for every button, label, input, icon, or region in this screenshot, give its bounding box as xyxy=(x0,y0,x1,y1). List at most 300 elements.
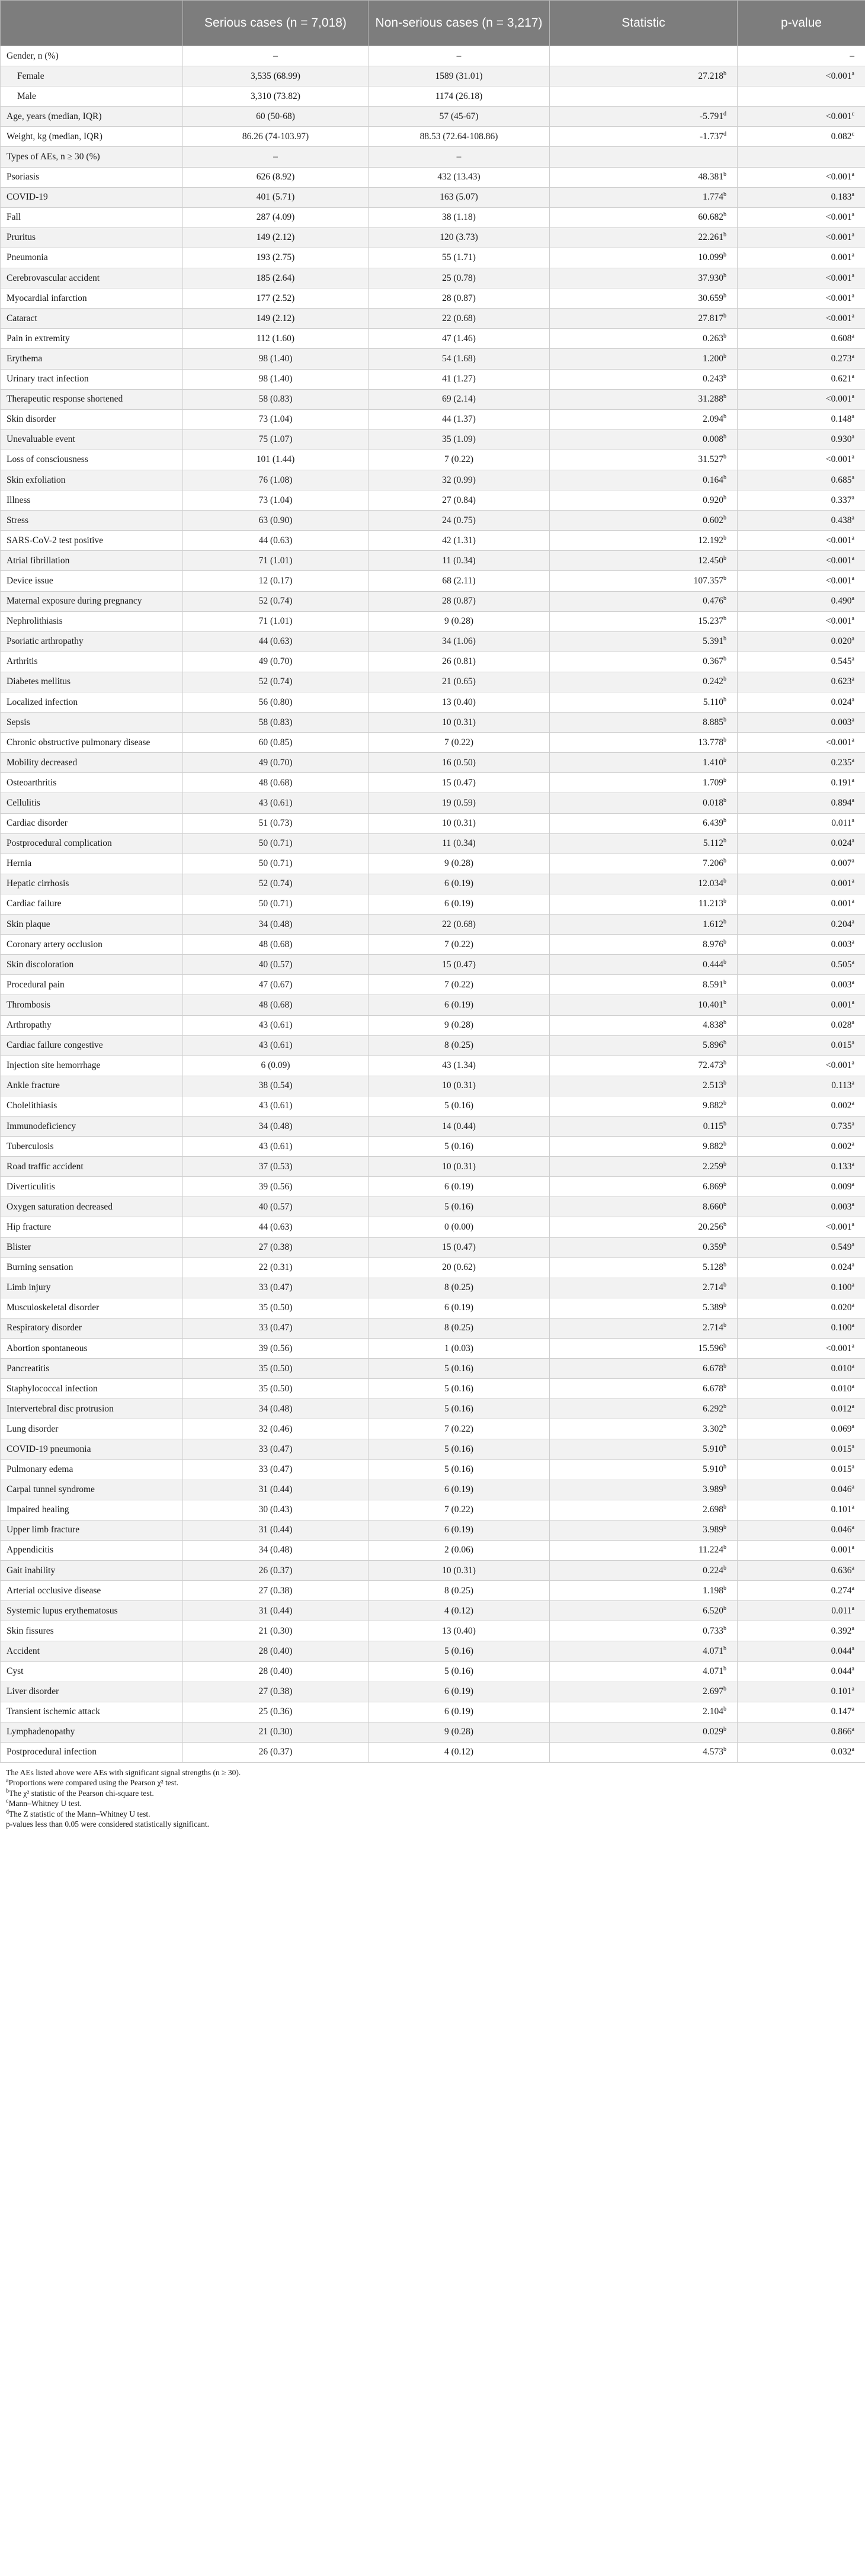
statistic-footnote-marker: b xyxy=(723,352,726,360)
statistic-footnote-marker: b xyxy=(723,1564,726,1571)
statistic-footnote-marker: b xyxy=(723,494,726,501)
p-value: 0.490 xyxy=(831,596,852,607)
table-row xyxy=(1,733,865,753)
statistic-value: 0.243 xyxy=(703,374,723,384)
statistic-cell xyxy=(550,1237,738,1257)
statistic-footnote-marker: b xyxy=(723,1665,726,1672)
statistic-footnote-marker: b xyxy=(723,393,726,400)
row-label: Coronary artery occlusion xyxy=(1,935,183,955)
p-value-footnote-marker: a xyxy=(851,1282,854,1289)
statistic-footnote-marker: b xyxy=(723,171,726,178)
statistic-cell xyxy=(550,66,738,86)
row-label: Osteoarthritis xyxy=(1,773,183,793)
statistic-value: 0.367 xyxy=(703,656,723,667)
table-row xyxy=(1,854,865,874)
statistic-footnote-marker: b xyxy=(723,696,726,703)
p-value-cell xyxy=(738,268,865,288)
p-value: 0.392 xyxy=(831,1625,852,1636)
p-value-cell xyxy=(738,1419,865,1439)
serious-cases-cell: 101 (1.44) xyxy=(183,450,369,470)
p-value-footnote-marker: a xyxy=(851,595,854,602)
p-value-cell xyxy=(738,975,865,995)
row-label: Types of AEs, n ≥ 30 (%) xyxy=(1,147,183,167)
statistic-footnote-marker: b xyxy=(723,434,726,441)
row-label: Pneumonia xyxy=(1,248,183,268)
serious-cases-cell: 49 (0.70) xyxy=(183,753,369,773)
serious-cases-cell: 25 (0.36) xyxy=(183,1702,369,1722)
p-value: 0.001 xyxy=(831,899,852,909)
p-value-footnote-marker: a xyxy=(851,1100,854,1107)
statistic-cell xyxy=(550,935,738,955)
table-row xyxy=(1,309,865,329)
p-value: 0.100 xyxy=(831,1323,852,1333)
p-value-cell xyxy=(738,1540,865,1560)
table-row xyxy=(1,1339,865,1359)
statistic-footnote-marker: b xyxy=(723,656,726,663)
statistic-value: 10.099 xyxy=(698,252,723,263)
row-label: Skin plaque xyxy=(1,915,183,935)
statistic-footnote-marker: b xyxy=(723,191,726,198)
p-value: 0.001 xyxy=(831,1545,852,1555)
p-value: <0.001 xyxy=(825,1343,852,1353)
p-value: 0.003 xyxy=(831,717,852,727)
non-serious-cases-cell: 6 (0.19) xyxy=(369,1177,550,1197)
p-value-footnote-marker: a xyxy=(851,716,854,723)
p-value-cell xyxy=(738,409,865,429)
p-value-footnote-marker: a xyxy=(851,393,854,400)
non-serious-cases-cell: 5 (0.16) xyxy=(369,1661,550,1682)
non-serious-cases-cell: 5 (0.16) xyxy=(369,1096,550,1116)
statistic-value: 0.224 xyxy=(703,1565,723,1576)
non-serious-cases-cell: 11 (0.34) xyxy=(369,833,550,854)
non-serious-cases-cell: 10 (0.31) xyxy=(369,813,550,833)
row-label: Upper limb fracture xyxy=(1,1520,183,1540)
serious-cases-cell: 27 (0.38) xyxy=(183,1682,369,1702)
table-row xyxy=(1,167,865,187)
p-value-cell xyxy=(738,1641,865,1661)
footnote-text: The AEs listed above were AEs with significant signal strengths (n ≥ 30). xyxy=(6,1767,241,1777)
footnote xyxy=(6,1798,859,1809)
row-label: Transient ischemic attack xyxy=(1,1702,183,1722)
serious-cases-cell: 34 (0.48) xyxy=(183,1399,369,1419)
p-value-cell xyxy=(738,1379,865,1399)
non-serious-cases-cell: 9 (0.28) xyxy=(369,1722,550,1742)
statistic-cell xyxy=(550,1399,738,1419)
p-value-cell xyxy=(738,1116,865,1136)
p-value: 0.608 xyxy=(831,333,852,344)
p-value: <0.001 xyxy=(825,394,852,405)
row-label: Atrial fibrillation xyxy=(1,551,183,571)
p-value-footnote-marker: a xyxy=(851,797,854,804)
row-label: Thrombosis xyxy=(1,995,183,1015)
p-value: 0.101 xyxy=(831,1504,852,1515)
p-value-cell xyxy=(738,1076,865,1096)
statistic-value: 9.882 xyxy=(703,1141,723,1151)
statistic-cell xyxy=(550,975,738,995)
row-label: Nephrolithiasis xyxy=(1,611,183,631)
p-value-footnote-marker: a xyxy=(851,1403,854,1410)
row-label: Cerebrovascular accident xyxy=(1,268,183,288)
statistic-value: 12.034 xyxy=(698,878,723,889)
statistic-footnote-marker: b xyxy=(723,1463,726,1470)
serious-cases-cell: 33 (0.47) xyxy=(183,1439,369,1459)
row-label: Unevaluable event xyxy=(1,429,183,450)
statistic-cell xyxy=(550,107,738,127)
p-value: 0.001 xyxy=(831,252,852,263)
statistic-cell xyxy=(550,551,738,571)
table-row xyxy=(1,1237,865,1257)
p-value-cell xyxy=(738,1035,865,1056)
statistic-footnote-marker: b xyxy=(723,292,726,299)
p-value: 0.101 xyxy=(831,1686,852,1697)
p-value-cell xyxy=(738,329,865,349)
row-label: Illness xyxy=(1,490,183,511)
row-label: Systemic lupus erythematosus xyxy=(1,1601,183,1621)
p-value-cell xyxy=(738,1480,865,1500)
statistic-footnote-marker: b xyxy=(723,252,726,259)
serious-cases-cell: 39 (0.56) xyxy=(183,1339,369,1359)
non-serious-cases-cell: 8 (0.25) xyxy=(369,1581,550,1601)
statistic-cell xyxy=(550,450,738,470)
row-label: Cellulitis xyxy=(1,793,183,813)
p-value: 0.003 xyxy=(831,1201,852,1212)
non-serious-cases-cell: 69 (2.14) xyxy=(369,389,550,409)
serious-cases-cell: 40 (0.57) xyxy=(183,955,369,975)
row-label: Skin discoloration xyxy=(1,955,183,975)
statistic-footnote-marker: b xyxy=(723,272,726,279)
p-value: 0.015 xyxy=(831,1444,852,1455)
statistic-value: 0.008 xyxy=(703,434,723,445)
serious-cases-cell: 73 (1.04) xyxy=(183,490,369,511)
serious-cases-cell: 47 (0.67) xyxy=(183,975,369,995)
serious-cases-cell: 38 (0.54) xyxy=(183,1076,369,1096)
non-serious-cases-cell: – xyxy=(369,147,550,167)
footnote xyxy=(6,1788,859,1799)
row-label: Lung disorder xyxy=(1,1419,183,1439)
p-value: 0.032 xyxy=(831,1747,852,1757)
row-label: Appendicitis xyxy=(1,1540,183,1560)
p-value-footnote-marker: c xyxy=(851,130,854,137)
row-label: Arthritis xyxy=(1,652,183,672)
p-value-cell xyxy=(738,187,865,207)
statistic-footnote-marker: b xyxy=(723,454,726,461)
statistic-value: 4.071 xyxy=(703,1645,723,1656)
non-serious-cases-cell: 68 (2.11) xyxy=(369,571,550,591)
p-value: 0.003 xyxy=(831,979,852,990)
serious-cases-cell: 3,535 (68.99) xyxy=(183,66,369,86)
non-serious-cases-cell: 38 (1.18) xyxy=(369,207,550,227)
non-serious-cases-cell: 4 (0.12) xyxy=(369,1742,550,1762)
p-value-footnote-marker: a xyxy=(851,1362,854,1369)
p-value: 0.505 xyxy=(831,959,852,970)
statistic-value: 1.774 xyxy=(703,192,723,203)
statistic-cell xyxy=(550,1076,738,1096)
serious-cases-cell: 149 (2.12) xyxy=(183,227,369,248)
p-value: 0.549 xyxy=(831,1242,852,1253)
table-body xyxy=(1,46,865,1763)
table-row xyxy=(1,571,865,591)
serious-cases-cell: 43 (0.61) xyxy=(183,793,369,813)
row-label: Liver disorder xyxy=(1,1682,183,1702)
p-value-cell xyxy=(738,1015,865,1035)
p-value-cell xyxy=(738,107,865,127)
p-value-cell xyxy=(738,1661,865,1682)
serious-cases-cell: 193 (2.75) xyxy=(183,248,369,268)
statistic-value: 0.920 xyxy=(703,495,723,505)
statistic-cell xyxy=(550,1035,738,1056)
p-value-cell xyxy=(738,672,865,692)
statistic-footnote-marker: b xyxy=(723,1060,726,1067)
table-row xyxy=(1,409,865,429)
statistic-footnote-marker: b xyxy=(723,938,726,945)
serious-cases-cell: 21 (0.30) xyxy=(183,1722,369,1742)
non-serious-cases-cell: 54 (1.68) xyxy=(369,349,550,369)
table-row xyxy=(1,227,865,248)
p-value-footnote-marker: a xyxy=(851,1039,854,1046)
p-value-footnote-marker: a xyxy=(851,1605,854,1612)
non-serious-cases-cell: 6 (0.19) xyxy=(369,1702,550,1722)
p-value-cell xyxy=(738,1197,865,1217)
serious-cases-cell: 49 (0.70) xyxy=(183,652,369,672)
statistic-value: 2.714 xyxy=(703,1323,723,1333)
statistic-cell xyxy=(550,652,738,672)
p-value-cell xyxy=(738,309,865,329)
serious-cases-cell: – xyxy=(183,147,369,167)
table-row xyxy=(1,793,865,813)
table-row xyxy=(1,1621,865,1641)
p-value-cell xyxy=(738,1217,865,1237)
table-row xyxy=(1,652,865,672)
serious-cases-cell: 35 (0.50) xyxy=(183,1359,369,1379)
p-value-footnote-marker: a xyxy=(851,252,854,259)
statistic-footnote-marker: b xyxy=(723,1484,726,1491)
statistic-footnote-marker: b xyxy=(723,1584,726,1592)
statistic-cell xyxy=(550,1419,738,1439)
p-value: 0.235 xyxy=(831,757,852,768)
p-value-cell xyxy=(738,733,865,753)
table-row xyxy=(1,1257,865,1278)
table-row xyxy=(1,874,865,894)
non-serious-cases-cell: 2 (0.06) xyxy=(369,1540,550,1560)
serious-cases-cell: 48 (0.68) xyxy=(183,773,369,793)
p-value: 0.621 xyxy=(831,374,852,384)
statistic-cell xyxy=(550,227,738,248)
serious-cases-cell: 34 (0.48) xyxy=(183,1540,369,1560)
p-value-footnote-marker: a xyxy=(851,514,854,521)
statistic-footnote-marker: b xyxy=(723,312,726,319)
statistic-footnote-marker: b xyxy=(723,232,726,239)
p-value-cell xyxy=(738,167,865,187)
p-value-cell xyxy=(738,1096,865,1116)
statistic-cell xyxy=(550,833,738,854)
statistic-footnote-marker: b xyxy=(723,958,726,965)
statistic-cell xyxy=(550,1379,738,1399)
statistic-value: 60.682 xyxy=(698,212,723,223)
row-label: SARS-CoV-2 test positive xyxy=(1,531,183,551)
p-value-footnote-marker: a xyxy=(851,1180,854,1188)
statistic-cell xyxy=(550,1742,738,1762)
statistic-cell xyxy=(550,672,738,692)
statistic-cell xyxy=(550,1621,738,1641)
table-row xyxy=(1,187,865,207)
statistic-cell xyxy=(550,1661,738,1682)
table-row xyxy=(1,1015,865,1035)
p-value-cell xyxy=(738,490,865,511)
non-serious-cases-cell: 47 (1.46) xyxy=(369,329,550,349)
statistic-cell xyxy=(550,329,738,349)
non-serious-cases-cell: 55 (1.71) xyxy=(369,248,550,268)
statistic-footnote-marker: b xyxy=(723,979,726,986)
p-value: 0.113 xyxy=(831,1080,852,1091)
statistic-cell xyxy=(550,1520,738,1540)
statistic-value: 3.989 xyxy=(703,1484,723,1495)
p-value: 0.024 xyxy=(831,1262,852,1273)
non-serious-cases-cell: 21 (0.65) xyxy=(369,672,550,692)
row-label: Therapeutic response shortened xyxy=(1,389,183,409)
table-row xyxy=(1,1581,865,1601)
non-serious-cases-cell: 35 (1.09) xyxy=(369,429,550,450)
statistic-footnote-marker: b xyxy=(723,1282,726,1289)
statistic-cell xyxy=(550,531,738,551)
table-row xyxy=(1,753,865,773)
statistic-value: 0.029 xyxy=(703,1727,723,1737)
p-value-cell xyxy=(738,86,865,107)
statistic-footnote-marker: b xyxy=(723,1403,726,1410)
p-value: 0.082 xyxy=(831,131,852,142)
non-serious-cases-cell: 9 (0.28) xyxy=(369,854,550,874)
serious-cases-cell: 63 (0.90) xyxy=(183,511,369,531)
statistic-footnote-marker: b xyxy=(723,1685,726,1692)
p-value: <0.001 xyxy=(825,555,852,566)
serious-cases-cell: 32 (0.46) xyxy=(183,1419,369,1439)
statistic-footnote-marker: b xyxy=(723,1302,726,1309)
row-label: Pulmonary edema xyxy=(1,1459,183,1480)
statistic-cell xyxy=(550,470,738,490)
serious-cases-cell: 52 (0.74) xyxy=(183,672,369,692)
statistic-cell xyxy=(550,207,738,227)
p-value-footnote-marker: a xyxy=(851,736,854,743)
p-value-footnote-marker: a xyxy=(851,656,854,663)
p-value: 0.866 xyxy=(831,1727,852,1737)
statistic-footnote-marker: b xyxy=(723,1019,726,1026)
p-value-footnote-marker: a xyxy=(851,352,854,360)
serious-cases-cell: 58 (0.83) xyxy=(183,389,369,409)
non-serious-cases-cell: 8 (0.25) xyxy=(369,1278,550,1298)
p-value-footnote-marker: a xyxy=(851,171,854,178)
statistic-footnote-marker: b xyxy=(723,1241,726,1248)
p-value-cell xyxy=(738,611,865,631)
p-value-footnote-marker: a xyxy=(851,696,854,703)
statistic-value: 8.660 xyxy=(703,1201,723,1212)
statistic-value: 4.071 xyxy=(703,1666,723,1677)
non-serious-cases-cell: 43 (1.34) xyxy=(369,1056,550,1076)
header-row xyxy=(1,1,865,46)
statistic-cell xyxy=(550,995,738,1015)
p-value: 0.337 xyxy=(831,495,852,505)
statistic-value: 1.198 xyxy=(703,1585,723,1596)
p-value-footnote-marker: a xyxy=(851,1484,854,1491)
row-label: Pain in extremity xyxy=(1,329,183,349)
p-value: <0.001 xyxy=(825,111,852,121)
row-label: Accident xyxy=(1,1641,183,1661)
statistic-footnote-marker: b xyxy=(723,1605,726,1612)
non-serious-cases-cell: 8 (0.25) xyxy=(369,1035,550,1056)
p-value: 0.133 xyxy=(831,1161,852,1172)
p-value-cell xyxy=(738,1056,865,1076)
statistic-cell xyxy=(550,955,738,975)
table-row xyxy=(1,1298,865,1318)
table-row xyxy=(1,1278,865,1298)
p-value-cell xyxy=(738,591,865,611)
row-label: COVID-19 pneumonia xyxy=(1,1439,183,1459)
non-serious-cases-cell: 88.53 (72.64-108.86) xyxy=(369,127,550,147)
statistic-value: 37.930 xyxy=(698,272,723,283)
p-value-footnote-marker: a xyxy=(851,1706,854,1713)
table-row xyxy=(1,955,865,975)
non-serious-cases-cell: 28 (0.87) xyxy=(369,591,550,611)
statistic-footnote-marker: b xyxy=(723,413,726,421)
serious-cases-cell: 76 (1.08) xyxy=(183,470,369,490)
p-value-cell xyxy=(738,915,865,935)
row-label: Immunodeficiency xyxy=(1,1116,183,1136)
statistic-footnote-marker: b xyxy=(723,1423,726,1430)
p-value-cell xyxy=(738,551,865,571)
p-value: <0.001 xyxy=(825,172,852,182)
serious-cases-cell: 39 (0.56) xyxy=(183,1177,369,1197)
serious-cases-cell: 401 (5.71) xyxy=(183,187,369,207)
row-label: Stress xyxy=(1,511,183,531)
statistic-footnote-marker: b xyxy=(723,1342,726,1349)
p-value-footnote-marker: a xyxy=(851,999,854,1006)
statistic-cell xyxy=(550,733,738,753)
table-row xyxy=(1,995,865,1015)
statistic-value: 22.261 xyxy=(698,232,723,243)
table-row xyxy=(1,1500,865,1520)
statistic-value: 0.476 xyxy=(703,596,723,607)
row-label: Myocardial infarction xyxy=(1,288,183,309)
p-value: 0.012 xyxy=(831,1403,852,1414)
statistic-cell xyxy=(550,248,738,268)
p-value-cell xyxy=(738,1157,865,1177)
serious-cases-cell: 43 (0.61) xyxy=(183,1137,369,1157)
p-value: <0.001 xyxy=(825,454,852,465)
p-value-footnote-marker: a xyxy=(851,817,854,824)
non-serious-cases-cell: 1 (0.03) xyxy=(369,1339,550,1359)
footnote-marker: c xyxy=(6,1798,9,1805)
non-serious-cases-cell: 41 (1.27) xyxy=(369,369,550,389)
p-value: 0.028 xyxy=(831,1020,852,1031)
serious-cases-cell: 22 (0.31) xyxy=(183,1257,369,1278)
header-p-value: p-value xyxy=(738,1,865,46)
table-row xyxy=(1,833,865,854)
p-value: 0.002 xyxy=(831,1141,852,1151)
p-value-cell xyxy=(738,1399,865,1419)
statistic-value: 2.697 xyxy=(703,1686,723,1697)
p-value: <0.001 xyxy=(825,616,852,627)
statistic-footnote-marker: b xyxy=(723,1524,726,1531)
statistic-value: 8.885 xyxy=(703,717,723,727)
p-value: 0.009 xyxy=(831,1181,852,1192)
statistic-footnote-marker: b xyxy=(723,1544,726,1551)
p-value-footnote-marker: a xyxy=(851,958,854,965)
table-row xyxy=(1,1056,865,1076)
p-value-footnote-marker: a xyxy=(851,676,854,683)
footnote-text: The Z statistic of the Mann–Whitney U test. xyxy=(9,1809,150,1818)
non-serious-cases-cell: 5 (0.16) xyxy=(369,1641,550,1661)
row-label: Road traffic accident xyxy=(1,1157,183,1177)
footnote xyxy=(6,1809,859,1820)
statistic-cell xyxy=(550,894,738,914)
